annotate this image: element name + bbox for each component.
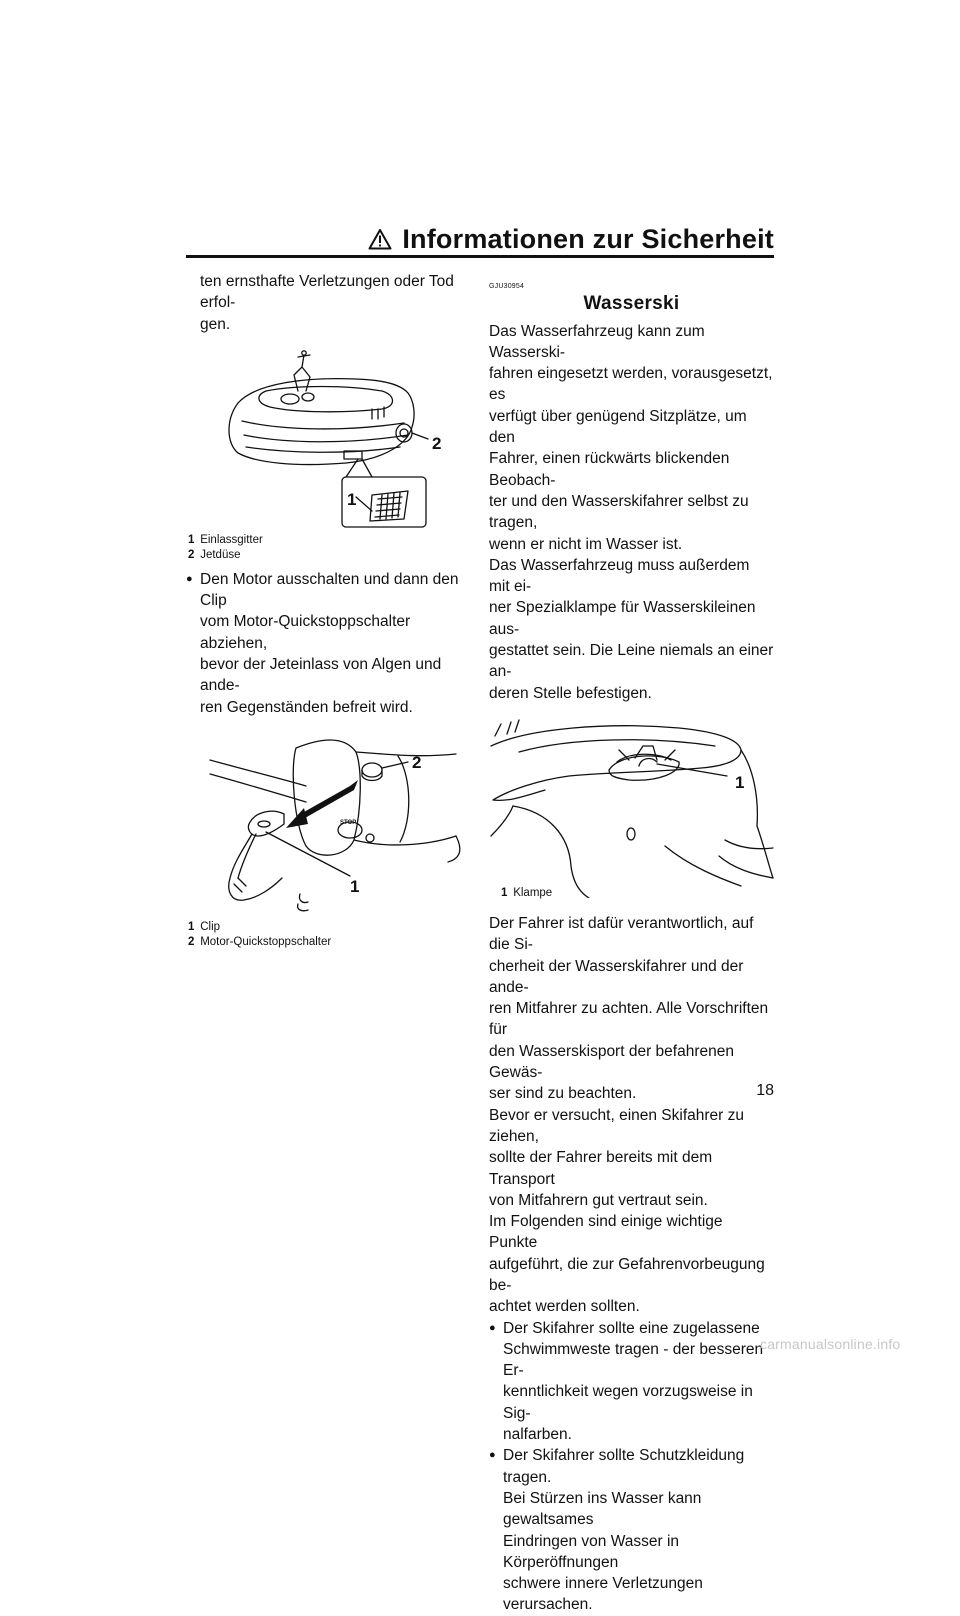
intro-line-2: gen. — [200, 315, 231, 333]
figure2-callout-1: 1 — [350, 876, 360, 896]
figure-quickstop-switch — [186, 728, 468, 918]
figure-jetski-intake — [186, 343, 468, 531]
figure1-callout-1: 1 — [347, 489, 357, 509]
intro-line-1: ten ernsthafte Verletzungen oder Tod erfol- — [200, 273, 454, 312]
section-code: GJU30954 — [489, 283, 525, 290]
cleat-illustration — [489, 716, 774, 898]
bullet-dot-icon: ● — [489, 1321, 496, 1334]
bullet-dot-icon: ● — [489, 1449, 496, 1462]
page-title: Informationen zur Sicherheit — [402, 223, 774, 254]
left-column — [186, 271, 468, 950]
bullet-dot-icon: ● — [186, 572, 193, 585]
jetski-illustration — [186, 343, 468, 531]
figure1-caption-item: 1 Einlassgitter — [188, 533, 263, 546]
quickstop-illustration — [186, 728, 468, 918]
intro-text — [186, 271, 468, 335]
figure2-caption-item: 2 Motor-Quickstoppschalter — [188, 935, 332, 948]
figure1-callout-2: 2 — [432, 433, 442, 453]
bullet-item: ● Der Skifahrer sollte eine zugelassene Schwimmweste tragen - der besseren Er- kenntlichkeit wegen vorzugsweise in Sig- nalfarben. — [489, 1318, 774, 1446]
paragraph: Das Wasserfahrzeug kann zum Wasserski- fahren eingesetzt werden, vorausgesetzt, es verfügt über genügend Sitzplätze, um den Fahrer, einen rückwärts blickenden Beobach- ter und den Wasserskifahrer selbst zu tragen, wenn er nicht im Wasser ist. — [489, 322, 773, 553]
figure2-callout-2: 2 — [412, 752, 422, 772]
figure1-caption-item: 2 Jetdüse — [188, 548, 241, 561]
bullet-item: ● Den Motor ausschalten und dann den Clip vom Motor-Quickstoppschalter abziehen, bevor der Jeteinlass von Algen und ande- ren Gegenständen befreit wird. — [186, 569, 468, 718]
page-header — [186, 222, 774, 256]
figure1-caption — [186, 533, 468, 563]
warning-triangle-icon — [368, 228, 392, 250]
section-title: Wasserski — [583, 293, 680, 315]
paragraph: Im Folgenden sind einige wichtige Punkte aufgeführt, die zur Gefahrenvorbeugung be- achtet werden sollten. — [489, 1213, 765, 1316]
figure2-caption-item: 1 Clip — [188, 920, 221, 933]
watermark: carmanualsonline.info — [760, 1336, 901, 1352]
header-rule — [186, 255, 774, 258]
paragraph: Das Wasserfahrzeug muss außerdem mit ei- ner Spezialklampe für Wasserskileinen aus- gestattet sein. Die Leine niemals an einer an- deren Stelle befestigen. — [489, 556, 774, 702]
paragraph: Bevor er versucht, einen Skifahrer zu ziehen, sollte der Fahrer bereits mit dem Transport von Mitfahrern gut vertraut sein. — [489, 1106, 745, 1209]
figure3-callout-1: 1 — [735, 772, 745, 792]
figure3-caption-item: 1 Klampe — [501, 886, 553, 899]
figure2-caption — [186, 920, 468, 950]
page-number: 18 — [756, 1082, 774, 1099]
right-column — [489, 276, 774, 1616]
stop-label: STOP — [340, 819, 357, 826]
figure-ski-cleat — [489, 716, 774, 898]
bullet-item: ● Der Skifahrer sollte Schutzkleidung tragen. Bei Stürzen ins Wasser kann gewaltsames Eindringen von Wasser in Körperöffnungen schwere innere Verletzungen verursachen. — [489, 1445, 774, 1615]
paragraph: Der Fahrer ist dafür verantwortlich, auf die Si- cherheit der Wasserskifahrer und der ande- ren Mitfahrer zu achten. Alle Vorschriften für den Wasserskisport der befahrenen Gewäs- ser sind zu beachten. — [489, 914, 769, 1103]
